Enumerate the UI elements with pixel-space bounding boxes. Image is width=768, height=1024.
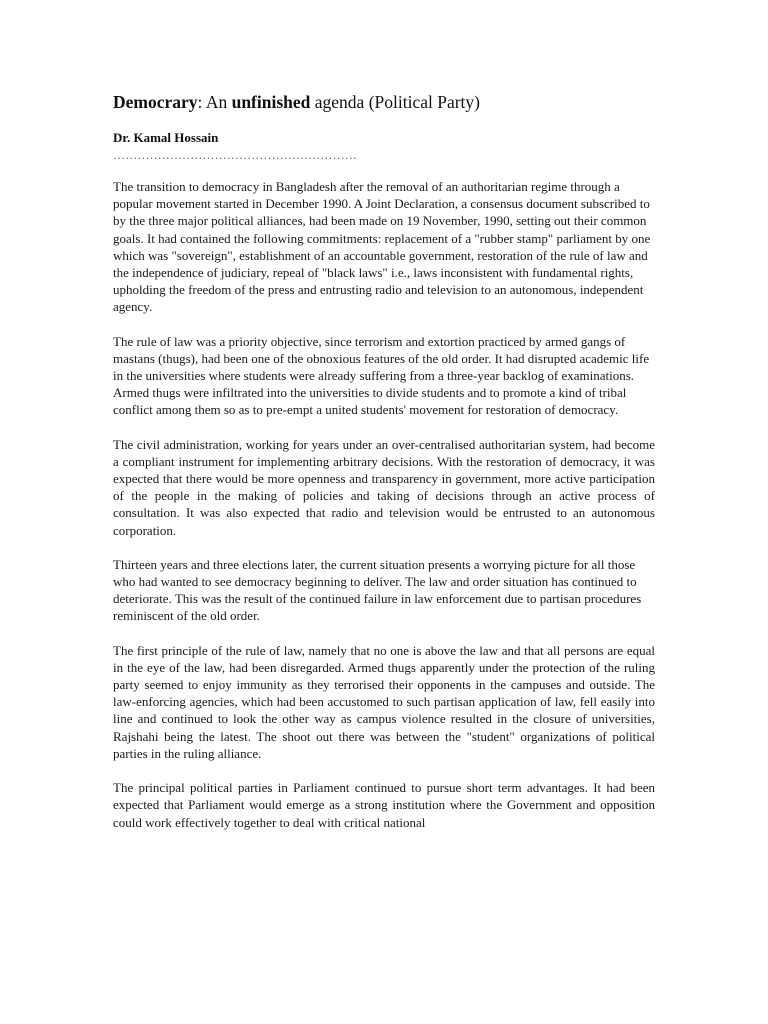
document-title xyxy=(113,90,655,114)
author-name: Dr. Kamal Hossain xyxy=(113,130,219,145)
title-word-democrary: Democrary xyxy=(113,92,198,112)
paragraph-6: The principal political parties in Parliament continued to pursue short term advantages. It had been expected that Parliament would emerge as a strong institution where the Government and opposition could work effectively together to deal with critical national xyxy=(113,780,655,830)
paragraph-5: The first principle of the rule of law, namely that no one is above the law and that all persons are equal in the eye of the law, had been disregarded. Armed thugs apparently under the protection of the ruling party seemed to enjoy immunity as they terrorised their opponents in the campuses and outside. The law-enforcing agencies, which had been accustomed to such partisan application of law, fell easily into line and continued to look the other way as campus violence resulted in the closure of universities, Rajshahi being the latest. The shoot out there was between the "student" organizations of political parties in the ruling alliance. xyxy=(113,642,655,761)
paragraph-1: The transition to democracy in Bangladesh after the removal of an authoritarian regime through a popular movement started in December 1990. A Joint Declaration, a consensus document subscribed to by the three major political alliances, had been made on 19 November, 1990, setting out their common goals. It had contained the following commitments: replacement of a "rubber stamp" parliament by one which was "sovereign", establishment of an accountable government, restoration of the rule of law and the independence of judiciary, repeal of "black laws" i.e., laws inconsistent with fundamental rights, upholding the freedom of the press and entrusting radio and television to an autonomous, independent agency. xyxy=(113,179,651,315)
dotted-separator: …………………………………………………… xyxy=(113,148,357,162)
paragraph-3: The civil administration, working for years under an over-centralised authoritarian system, had become a compliant instrument for implementing arbitrary decisions. With the restoration of democracy, it was expected that there would be more openness and transparency in government, more active participation of the people in the making of policies and taking of decisions through an active process of consultation. It was also expected that radio and television would be entrusted to an autonomous corporation. xyxy=(113,436,655,538)
paragraph-2: The rule of law was a priority objective, since terrorism and extortion practiced by armed gangs of mastans (thugs), had been one of the obnoxious features of the old order. It had disrupted academic life in the universities where students were already suffering from a three-year backlog of examinations. Armed thugs were infiltrated into the universities to divide students and to promote a kind of tribal conflict among them so as to pre-empt a united students' movement for restoration of democracy. xyxy=(113,333,650,418)
article-body xyxy=(113,178,655,848)
title-word-unfinished: unfinished xyxy=(231,92,311,112)
title-segment-agenda: agenda (Political Party) xyxy=(310,92,480,112)
paragraph-4: Thirteen years and three elections later, the current situation presents a worrying picture for all those who had wanted to see democracy beginning to deliver. The law and order situation has continued to deteriorate. This was the result of the continued failure in law enforcement due to partisan procedures reminiscent of the old order. xyxy=(113,556,642,624)
document-page xyxy=(113,90,655,830)
title-segment-an: : An xyxy=(197,92,232,112)
